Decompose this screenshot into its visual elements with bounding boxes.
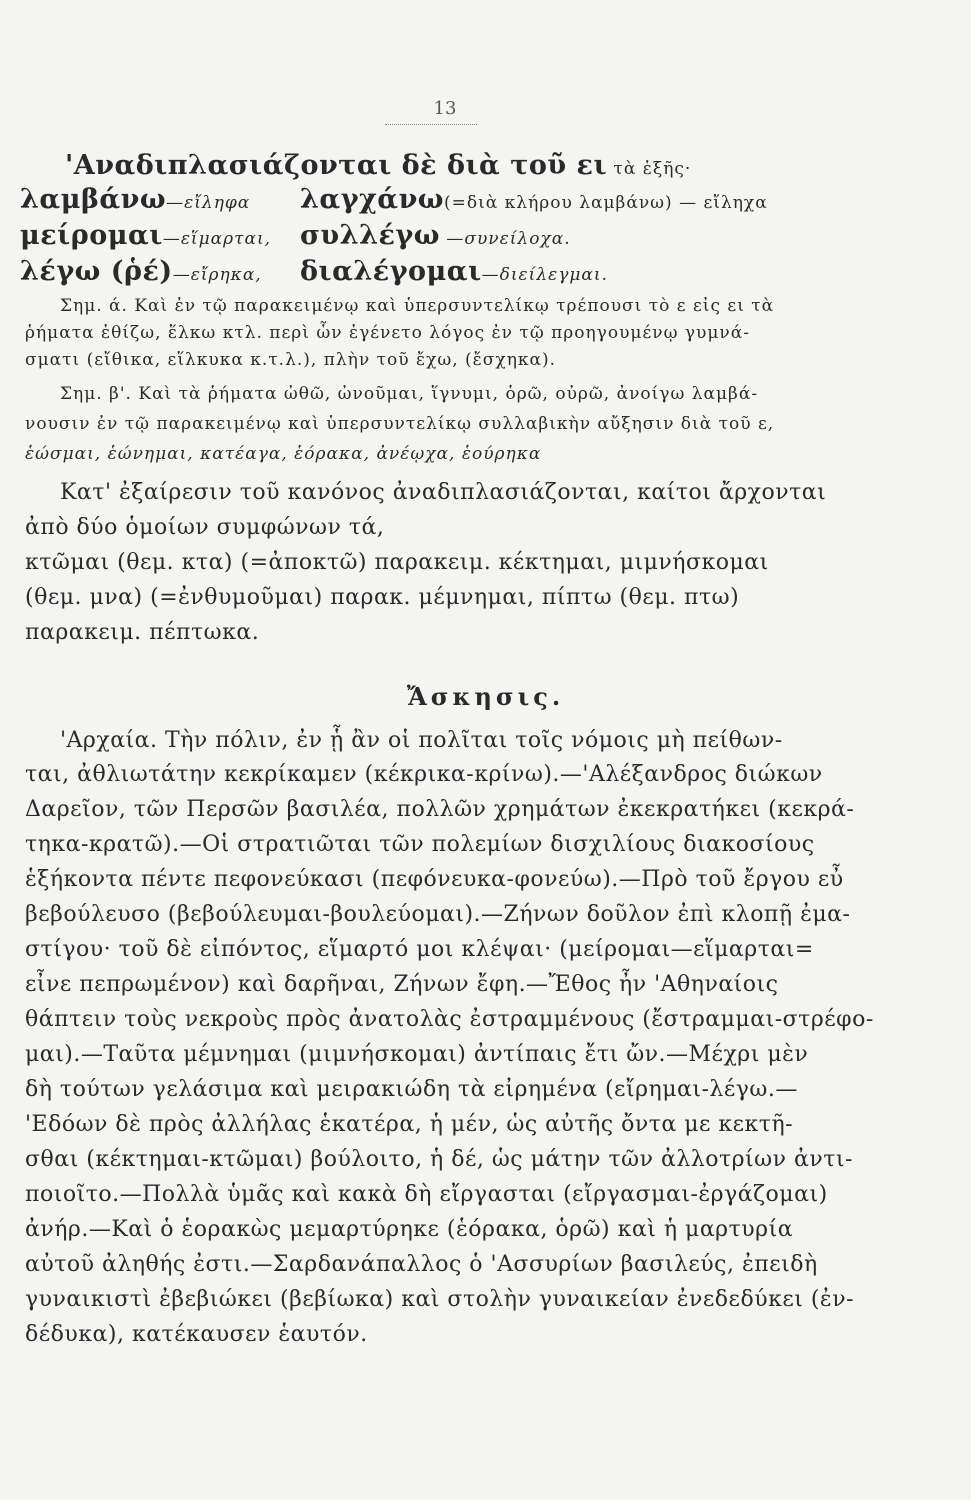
verb-form: —εἴληφα [166, 193, 251, 213]
exercise-line: δὴ τούτων γελάσιμα καὶ μειρακιώδη τὰ εἰρημένα (εἴρημαι-λέγω.— [25, 1077, 798, 1102]
verb-bold: μείρομαι [20, 220, 163, 251]
exercise-line: εἶνε πεπρωμένον) καὶ δαρῆναι, Ζήνων ἔφη.—Ἔθος ἦν 'Αθηναίοις [25, 972, 779, 997]
verb-bold: λέγω (ῥέ) [20, 256, 173, 287]
verb-form: —διείλεγμαι. [481, 265, 608, 285]
note1-line: Σημ. ά. Καὶ ἐν τῷ παρακειμένῳ καὶ ὑπερσυντελίκῳ τρέπουσι τὸ ε εἰς ει τὰ [60, 296, 775, 316]
exception-line: (θεμ. μνα) (=ἐνθυμοῦμαι) παρακ. μέμνημαι, πίπτω (θεμ. πτω) [25, 585, 740, 610]
exercise-line: γυναικιστὶ ἐβεβιώκει (βεβίωκα) καὶ στολὴν γυναικείαν ἐνεδεδύκει (ἐν- [25, 1287, 855, 1312]
note2-line: νουσιν ἐν τῷ παρακειμένῳ καὶ ὑπερσυντελίκῳ συλλαβικὴν αὔξησιν διὰ τοῦ ε, [25, 414, 775, 434]
intro-line [65, 150, 691, 181]
exercise-line: βεβούλευσο (βεβούλευμαι-βουλεύομαι).—Ζήνων δοῦλον ἐπὶ κλοπῇ ἐμα- [25, 902, 851, 927]
verb-form: (=διὰ κλήρου λαμβάνω) — εἴληχα [444, 193, 768, 213]
exercise-line: ἑξήκοντα πέντε πεφονεύκασι (πεφόνευκα-φονεύω).—Πρὸ τοῦ ἔργου εὖ [25, 867, 844, 892]
verb-syllego [300, 220, 571, 251]
exercise-line: τηκα-κρατῶ).—Οἱ στρατιῶται τῶν πολεμίων δισχιλίους διακοσίους [25, 832, 815, 857]
exercise-line: αὐτοῦ ἀληθής ἐστι.—Σαρδανάπαλλος ὁ 'Ασσυρίων βασιλεύς, ἐπειδὴ [25, 1252, 818, 1277]
exercise-line: 'Εδόων δὲ πρὸς ἀλλήλας ἑκατέρα, ἡ μέν, ὡς αὐτῆς ὄντα με κεκτῆ- [25, 1112, 794, 1137]
exercise-line: σθαι (κέκτημαι-κτῶμαι) βούλοιτο, ἡ δέ, ὡς μάτην τῶν ἀλλοτρίων ἀντι- [25, 1147, 853, 1172]
exercise-line: 'Αρχαία. Τὴν πόλιν, ἐν ᾗ ἂν οἱ πολῖται τοῖς νόμοις μὴ πείθων- [60, 728, 783, 753]
note1-line: ῥήματα ἐθίζω, ἕλκω κτλ. περὶ ὧν ἐγένετο λόγος ἐν τῷ προηγουμένῳ γυμνά- [25, 323, 750, 343]
intro-bold: 'Αναδιπλασιάζονται δὲ διὰ τοῦ ει [65, 150, 608, 181]
note2-line: ἑώσμαι, ἑώνημαι, κατέαγα, ἑόρακα, ἀνέῳχα, ἑούρηκα [25, 444, 542, 464]
exercise-line: θάπτειν τοὺς νεκροὺς πρὸς ἀνατολὰς ἐστραμμένους (ἔστραμμαι-στρέφο- [25, 1007, 874, 1032]
verb-form: —εἵμαρται, [162, 229, 272, 249]
exception-line: ἀπὸ δύο ὁμοίων συμφώνων τά, [25, 515, 385, 540]
verb-lanchano [300, 184, 768, 215]
exercise-line: ἀνήρ.—Καὶ ὁ ἑορακὼς μεμαρτύρηκε (ἑόρακα, ὁρῶ) καὶ ἡ μαρτυρία [25, 1217, 794, 1242]
page-number: 13 [433, 98, 457, 119]
verb-bold: διαλέγομαι [300, 256, 482, 287]
section-heading: Ἄσκησις. [406, 682, 565, 711]
exception-line: κτῶμαι (θεμ. κτα) (=ἀποκτῶ) παρακειμ. κέκτημαι, μιμνήσκομαι [25, 550, 769, 575]
intro-rest: τὰ ἑξῆς· [607, 159, 692, 179]
verb-bold: λαγχάνω [300, 184, 445, 215]
exception-line: παρακειμ. πέπτωκα. [25, 620, 260, 645]
verb-bold: συλλέγω [300, 220, 440, 251]
exercise-line: ται, ἀθλιωτάτην κεκρίκαμεν (κέκρικα-κρίνω).—'Αλέξανδρος διώκων [25, 762, 823, 787]
note2-line: Σημ. β'. Καὶ τὰ ῥήματα ὠθῶ, ὠνοῦμαι, ἵγνυμι, ὁρῶ, οὐρῶ, ἀνοίγω λαμβά- [60, 384, 759, 404]
exception-line: Κατ' ἐξαίρεσιν τοῦ κανόνος ἀναδιπλασιάζονται, καίτοι ἄρχονται [60, 480, 827, 505]
exercise-line: μαι).—Ταῦτα μέμνημαι (μιμνήσκομαι) ἀντίπαις ἔτι ὤν.—Μέχρι μὲν [25, 1042, 809, 1067]
page-number-rule [385, 124, 477, 125]
verb-bold: λαμβάνω [20, 184, 167, 215]
verb-lego [20, 256, 262, 287]
verb-meiromai [20, 220, 271, 251]
verb-form: —εἴρηκα, [172, 265, 262, 285]
verb-form: —συνείλοχα. [439, 229, 571, 249]
exercise-line: ποιοῖτο.—Πολλὰ ὑμᾶς καὶ κακὰ δὴ εἴργασται (εἴργασμαι-ἐργάζομαι) [25, 1182, 828, 1207]
exercise-line: Δαρεῖον, τῶν Περσῶν βασιλέα, πολλῶν χρημάτων ἐκεκρατήκει (κεκρά- [25, 797, 855, 822]
verb-dialegomai [300, 256, 608, 287]
note1-line: σματι (εἴθικα, εἵλκυκα κ.τ.λ.), πλὴν τοῦ ἔχω, (ἔσχηκα). [25, 350, 557, 370]
exercise-line: δέδυκα), κατέκαυσεν ἑαυτόν. [25, 1322, 368, 1347]
exercise-line: στίγου· τοῦ δὲ εἰπόντος, εἵμαρτό μοι κλέψαι· (μείρομαι—εἵμαρται= [25, 937, 814, 962]
verb-lambano [20, 184, 250, 215]
